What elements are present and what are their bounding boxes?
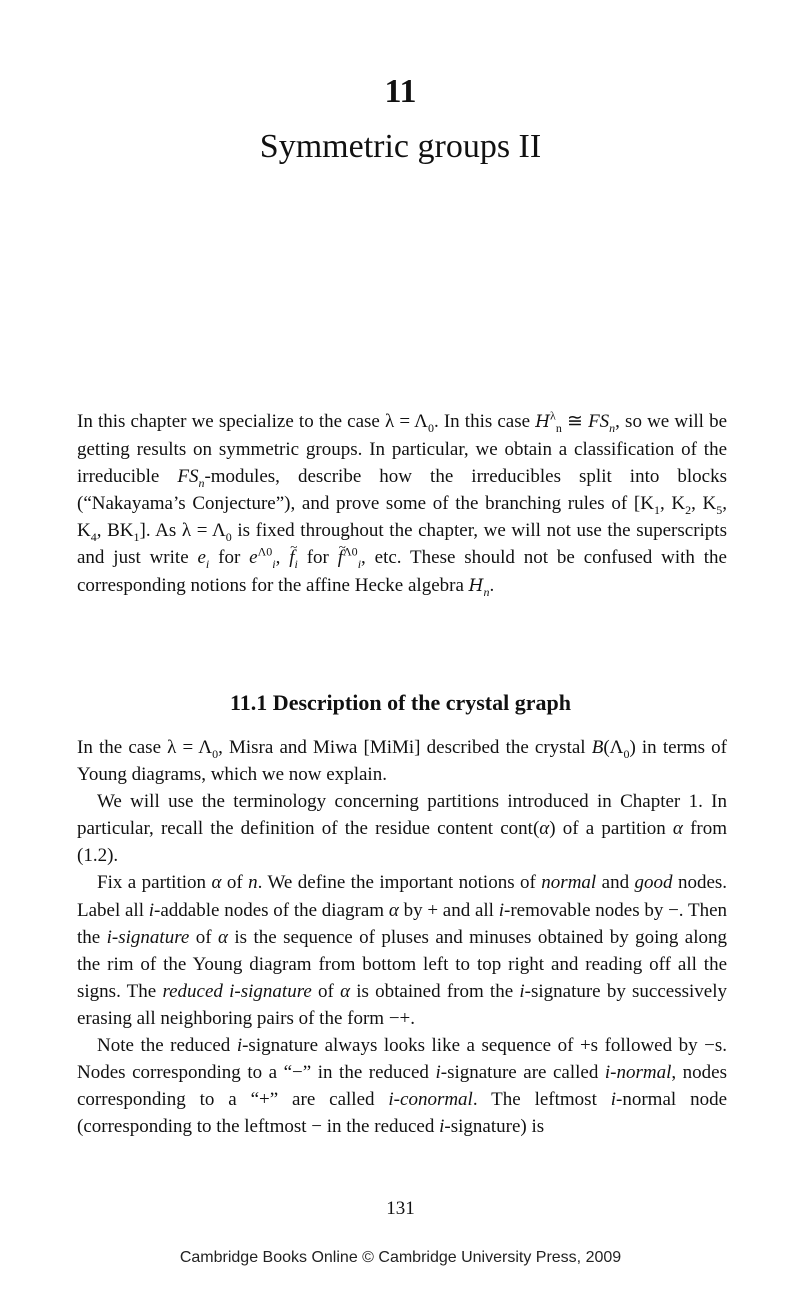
section-paragraph-3: Fix a partition α of n. We define the important notions of normal and good nodes. Label all i-addable nodes of the diagram α by + and all i-removable nodes by −. Then the i-signature of α is the sequence of pluses and minuses obtained by going along the rim of the Young diagram from bottom left to top right and reading off all the signs. The reduced i-signature of α is obtained from the i-signature by successively erasing all neighboring pairs of the form −+. bbox=[77, 872, 728, 1029]
copyright-footer: Cambridge Books Online © Cambridge University Press, 2009 bbox=[179, 1249, 622, 1266]
page-number: 131 bbox=[386, 1198, 415, 1219]
section-body bbox=[77, 734, 727, 1140]
chapter-number: 11 bbox=[384, 73, 417, 110]
section-paragraph-1: In the case $\lambda = \Lambda_0$, Misra and Miwa [MiMi] described the crystal $B(\Lambda_0)$ in terms of Young diagrams, which we now explain. bbox=[77, 737, 728, 786]
chapter-title: Symmetric groups II bbox=[259, 128, 542, 165]
section-paragraph-2: We will use the terminology concerning partitions introduced in Chapter 1. In particular, recall the definition of the residue content cont(α) of a partition α from (1.2). bbox=[77, 791, 728, 867]
section-heading: 11.1 Description of the crystal graph bbox=[230, 690, 571, 715]
section-paragraph-4: Note the reduced i-signature always looks like a sequence of +s followed by −s. Nodes corresponding to a “−” in the reduced i-signature are called i-normal, nodes corresponding to a “+” are called i-conormal. The leftmost i-normal node (corresponding to the leftmost − in the reduced i-signature) is bbox=[77, 1035, 728, 1138]
intro-paragraph: In this chapter we specialize to the case $\lambda = \Lambda_0$. In this case $H^\lambda_n$ ≅ $FS_n$, so we will be getting results on symmetric groups. In particular, we obtain a classification of the irreducible $FS_n$-modules, describe how the irreducibles split into blocks (“Nakayama’s Conjecture”), and prove some of the branching rules of [$K_1$, $K_2$, $K_5$, $K_4$, $BK_1$]. As $\lambda = \Lambda_0$ is fixed throughout the chapter, we will not use the superscripts and just write $e_i$ for $e^{\Lambda 0}_i$, ~ $f_i$ for ~ $f^{\Lambda 0}_i$, etc. These should not be confused with the corresponding notions for the affine Hecke algebra $H_n$. bbox=[77, 408, 727, 600]
